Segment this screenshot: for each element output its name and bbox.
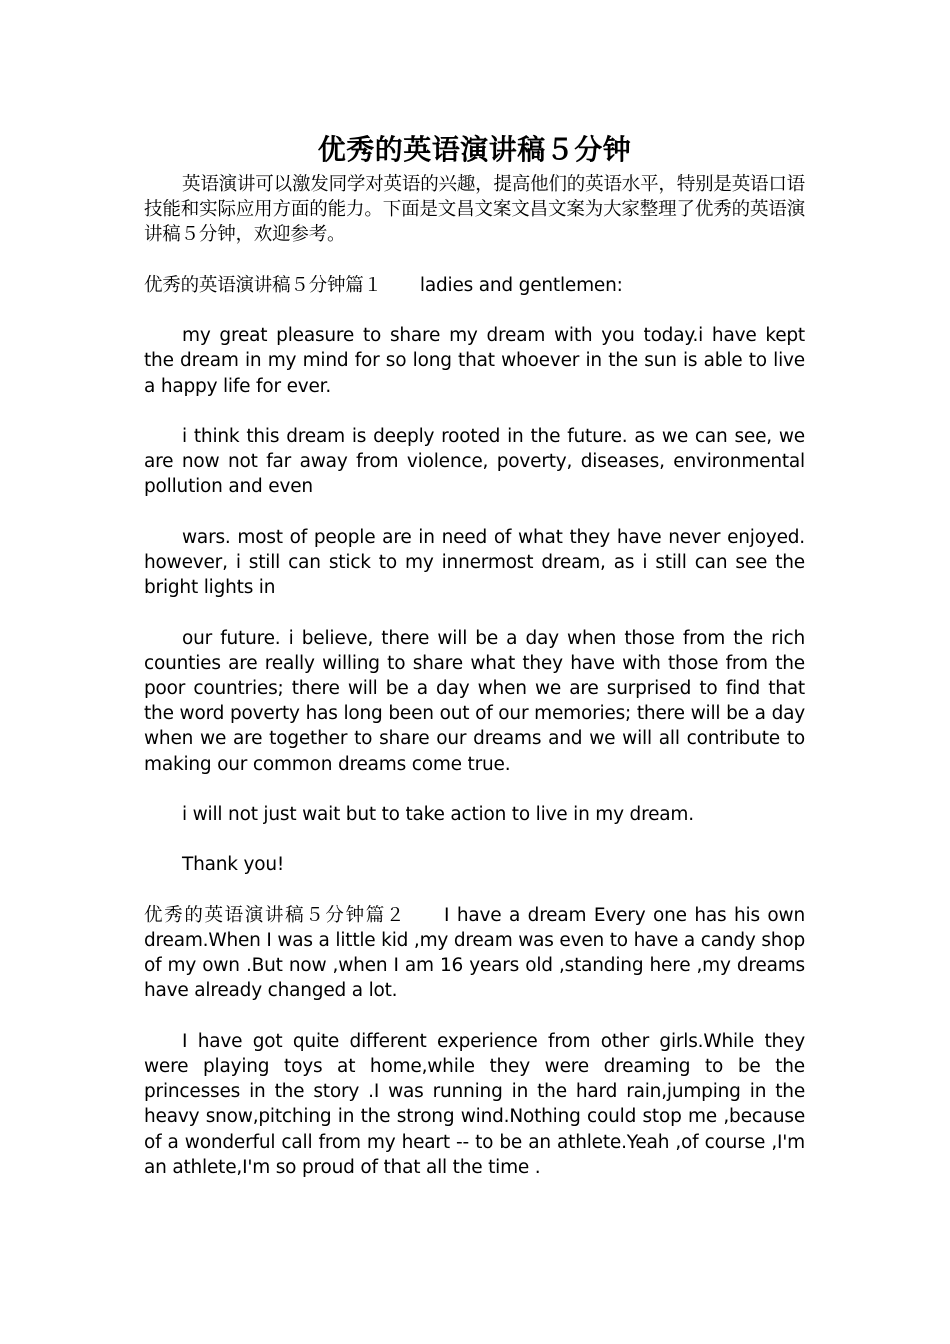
intro-paragraph: 英语演讲可以激发同学对英语的兴趣，提高他们的英语水平，特别是英语口语技能和实际应用方面的能力。下面是文昌文案文昌文案为大家整理了优秀的英语演讲稿５分钟，欢迎参考。: [144, 174, 805, 246]
section2-heading: 优秀的英语演讲稿５分钟篇２: [144, 904, 407, 926]
section2-first-paragraph: [144, 903, 805, 1004]
section1-closing: Thank you!: [182, 854, 285, 876]
section1-heading-line: [144, 273, 805, 298]
section1-paragraph-4: our future. i believe, there will be a day when those from the rich counties are really willing to share what they have with those from the poor countries; there will be a day when we are surprised to find that the word poverty has long been out of our memories; there will be a day when we are together to share our dreams and we will all contribute to making our common dreams come true.: [144, 627, 805, 775]
document-title: 优秀的英语演讲稿５分钟: [317, 133, 632, 166]
section2-paragraph-1: I have got quite different experience from other girls.While they were playing toys at home,while they were dreaming to be the princesses in the story .I was running in the hard rain,jumping in the heavy snow,pitching in the strong wind.Nothing could stop me ,because of a wonderful call from my heart -- to be an athlete.Yeah ,of course ,I'm an athlete,I'm so proud of that all the time .: [144, 1030, 805, 1178]
section1-paragraph-5: i will not just wait but to take action to live in my dream.: [182, 803, 694, 825]
section1-paragraph-3: wars. most of people are in need of what they have never enjoyed. however, i still can stick to my innermost dream, as i still can see the bright lights in: [144, 526, 805, 599]
document-page: [144, 128, 805, 1180]
section2-first-text: I have a dream Every one has his own dream.When I was a little kid ,my dream was even to have a candy shop of my own .But now ,when I am 16 years old ,standing here ,my dreams have already changed a lot.: [144, 904, 805, 1002]
section1-heading: 优秀的英语演讲稿５分钟篇１: [144, 274, 382, 296]
section1-paragraph-2: i think this dream is deeply rooted in the future. as we can see, we are now not far away from violence, poverty, diseases, environmental pollution and even: [144, 425, 805, 498]
section1-paragraph-1: my great pleasure to share my dream with you today.i have kept the dream in my mind for so long that whoever in the sun is able to live a happy life for ever.: [144, 325, 805, 397]
section1-greeting: ladies and gentlemen:: [419, 274, 623, 296]
